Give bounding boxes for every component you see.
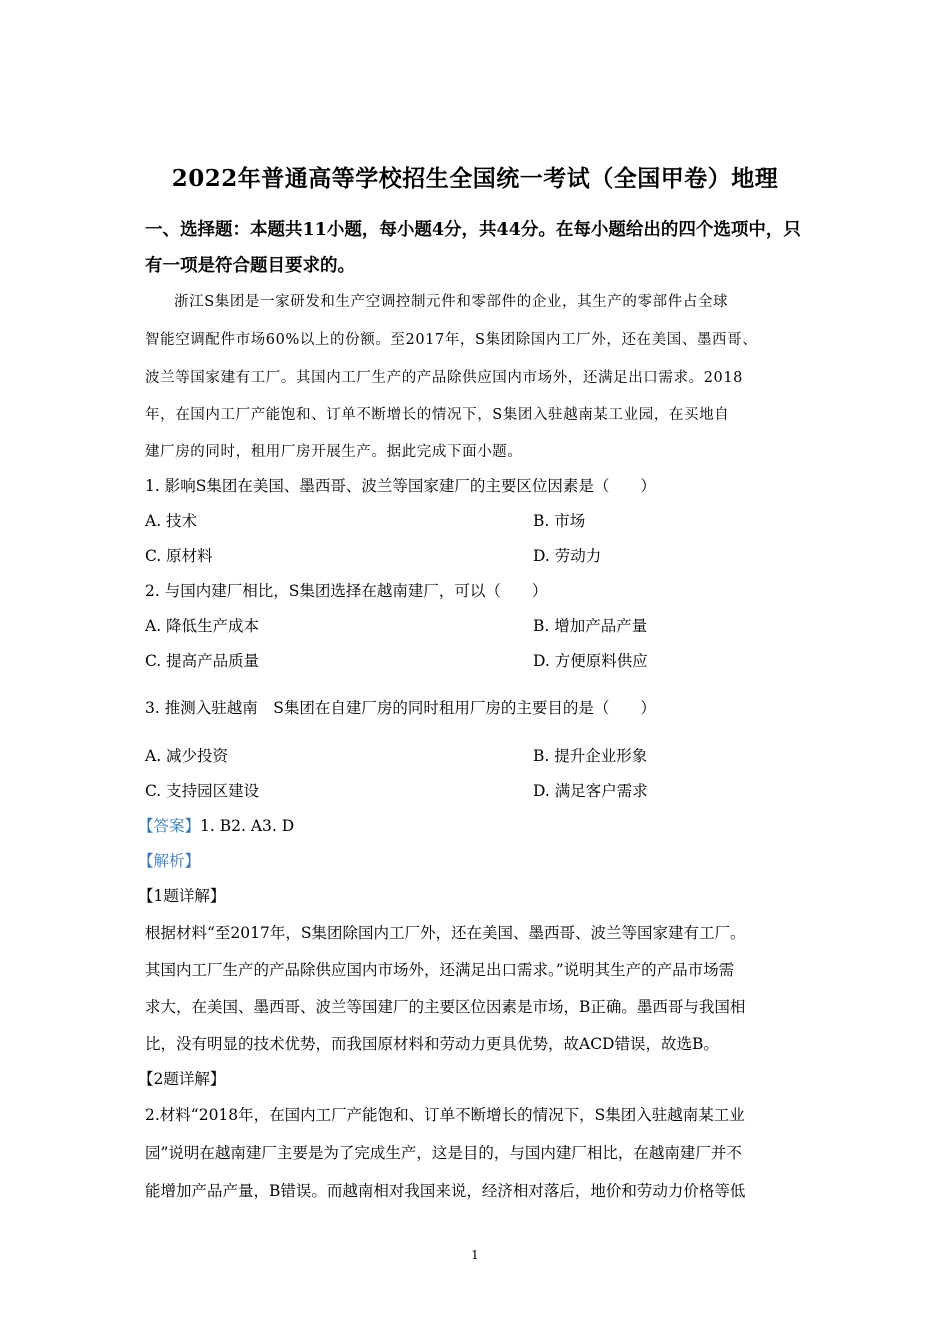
analysis-tag: 【解析】 <box>138 852 201 870</box>
detail-2-line: 能增加产品产量，B错误。而越南相对我国来说，经济相对落后，地价和劳动力价格等低 <box>145 1182 746 1200</box>
detail-1-line: 根据材料“至2017年，S集团除国内工厂外，还在美国、墨西哥、波兰等国家建有工厂。 <box>145 924 746 942</box>
answer-line <box>138 814 294 836</box>
option-3b: B. 提升企业形象 <box>533 747 648 765</box>
passage-line: 年，在国内工厂产能饱和、订单不断增长的情况下，S集团入驻越南某工业园，在买地自 <box>145 407 730 423</box>
option-2a: A. 降低生产成本 <box>145 617 260 635</box>
passage-line: 浙江S集团是一家研发和生产空调控制元件和零部件的企业，其生产的零部件占全球 <box>174 294 729 310</box>
passage-line: 建厂房的同时，租用厂房开展生产。据此完成下面小题。 <box>145 444 523 460</box>
page-number: 1 <box>471 1248 479 1262</box>
detail-1-heading: 【1题详解】 <box>138 887 226 905</box>
detail-2-heading: 【2题详解】 <box>138 1070 226 1088</box>
detail-2-line: 园”说明在越南建厂主要是为了完成生产，这是目的，与国内建厂相比，在越南建厂并不 <box>145 1144 742 1162</box>
question-stem-2: 2. 与国内建厂相比，S集团选择在越南建厂，可以（ ） <box>145 582 548 600</box>
option-1d: D. 劳动力 <box>533 547 602 565</box>
detail-1-line: 求大，在美国、墨西哥、波兰等国建厂的主要区位因素是市场，B正确。墨西哥与我国相 <box>145 998 746 1016</box>
option-2d: D. 方便原料供应 <box>533 652 648 670</box>
option-3d: D. 满足客户需求 <box>533 782 648 800</box>
option-2c: C. 提高产品质量 <box>145 652 260 670</box>
option-2b: B. 增加产品产量 <box>533 617 648 635</box>
detail-1-line: 其国内工厂生产的产品除供应国内市场外，还满足出口需求。”说明其生产的产品市场需 <box>145 961 735 979</box>
option-1c: C. 原材料 <box>145 547 213 565</box>
passage-line: 波兰等国家建有工厂。其国内工厂生产的产品除供应国内市场外，还满足出口需求。2018 <box>145 370 743 386</box>
option-1b: B. 市场 <box>533 512 586 530</box>
option-1a: A. 技术 <box>145 512 198 530</box>
section-heading: 一、选择题：本题共11小题，每小题4分，共44分。在每小题给出的四个选项中，只有一项是符合题目要求的。 <box>145 220 801 276</box>
detail-2-line: 2.材料“2018年，在国内工厂产能饱和、订单不断增长的情况下，S集团入驻越南某工业 <box>145 1106 745 1124</box>
question-stem-3: 3. 推测入驻越南 S集团在自建厂房的同时租用厂房的主要目的是（ ） <box>145 699 656 717</box>
detail-1-line: 比，没有明显的技术优势，而我国原材料和劳动力更具优势，故ACD错误，故选B。 <box>145 1035 719 1053</box>
analysis-heading <box>138 849 200 871</box>
answer-tag: 【答案】 <box>138 817 201 835</box>
answer-text: 1. B2. A3. D <box>200 817 295 835</box>
option-3c: C. 支持园区建设 <box>145 782 260 800</box>
option-3a: A. 减少投资 <box>145 747 229 765</box>
question-stem-1: 1. 影响S集团在美国、墨西哥、波兰等国家建厂的主要区位因素是（ ） <box>145 477 656 495</box>
passage-line: 智能空调配件市场60%以上的份额。至2017年，S集团除国内工厂外，还在美国、墨西哥、 <box>145 332 758 348</box>
page-title: 2022年普通高等学校招生全国统一考试（全国甲卷）地理 <box>171 165 779 192</box>
